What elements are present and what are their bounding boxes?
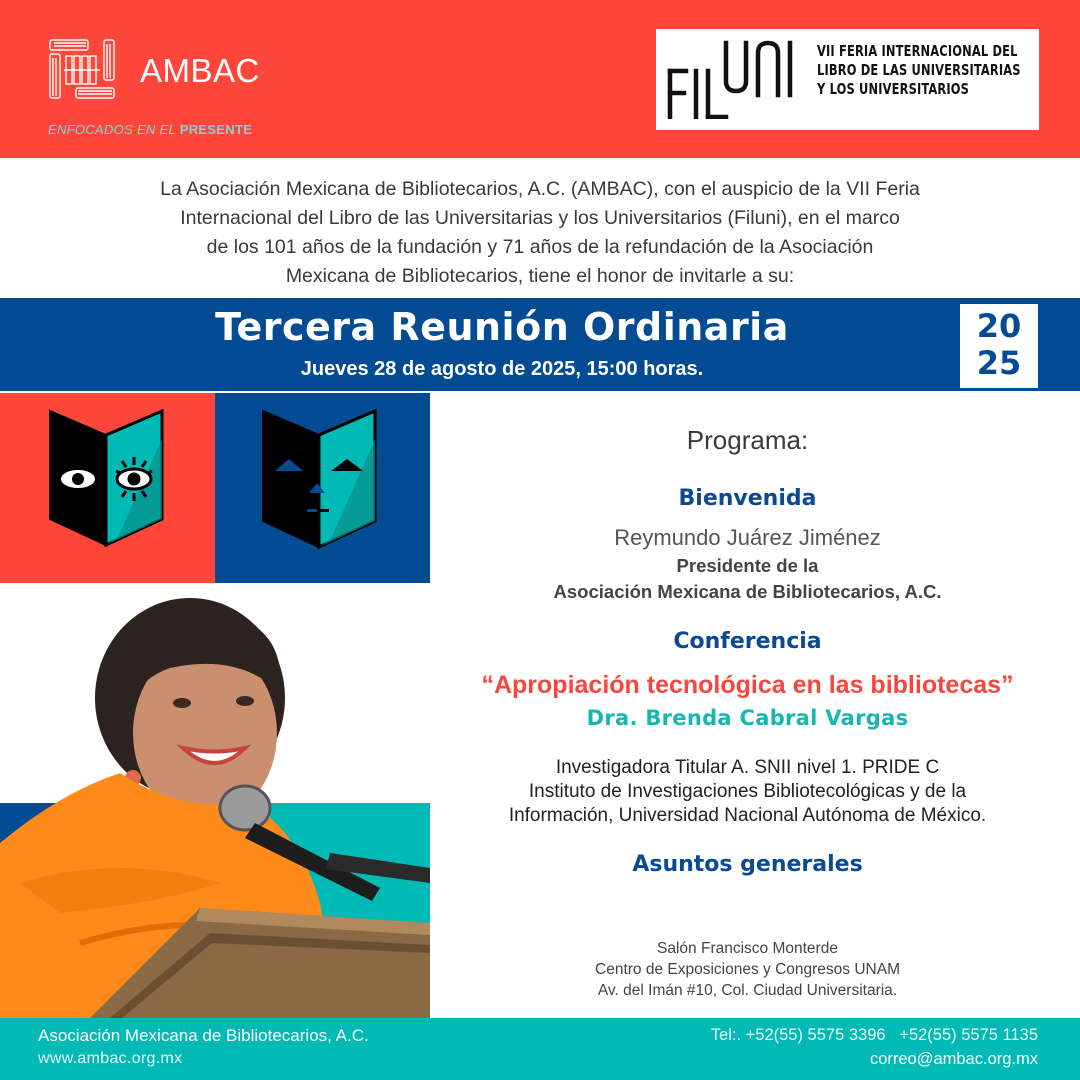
year-bottom: 25 xyxy=(976,344,1022,382)
tagline-light: ENFOCADOS EN EL xyxy=(48,122,176,137)
header-banner xyxy=(0,0,1080,158)
ambac-logo-icon xyxy=(46,38,118,102)
venue-line: Centro de Exposiciones y Congresos UNAM xyxy=(595,961,900,978)
filuni-line: Y LOS UNIVERSITARIOS xyxy=(817,80,970,98)
speaker-bio xyxy=(440,756,1055,828)
venue-line: Av. del Imán #10, Col. Ciudad Universitaria. xyxy=(597,982,898,999)
intro-line: La Asociación Mexicana de Bibliotecarios, A.C. (AMBAC), con el auspicio de la VII Feria xyxy=(160,178,920,200)
illustration-red-panel xyxy=(0,393,215,583)
year-badge xyxy=(960,304,1038,388)
venue-address xyxy=(440,938,1055,1001)
footer xyxy=(0,1018,1080,1080)
filuni-title xyxy=(817,42,1021,99)
book-face-triangles-icon xyxy=(261,409,379,549)
intro-line: Mexicana de Bibliotecarios, tiene el honor de invitarle a su: xyxy=(285,265,795,287)
intro-line: Internacional del Libro de las Universitarias y los Universitarios (Filuni), en el marco xyxy=(180,207,900,229)
filuni-logo-icon xyxy=(666,39,796,119)
welcome-role-line2: Asociación Mexicana de Bibliotecarios, A.C. xyxy=(553,581,942,602)
illustration-blue-panel xyxy=(215,393,430,583)
section-general: Asuntos generales xyxy=(632,852,863,877)
tagline-bold: PRESENTE xyxy=(179,122,253,137)
intro-paragraph xyxy=(40,175,1040,291)
event-title-band xyxy=(0,298,1080,391)
speaker-photo xyxy=(0,583,430,1018)
footer-email-link[interactable]: correo@ambac.org.mx xyxy=(869,1050,1038,1068)
tagline xyxy=(48,122,252,137)
speaker-portrait-icon xyxy=(0,583,430,1018)
event-datetime: Jueves 28 de agosto de 2025, 15:00 horas. xyxy=(300,358,704,380)
section-conference: Conferencia xyxy=(673,629,822,654)
welcome-speaker: Reymundo Juárez Jiménez xyxy=(614,525,881,550)
footer-org: Asociación Mexicana de Bibliotecarios, A.C. xyxy=(38,1026,369,1045)
conference-title: “Apropiación tecnológica en las bibliotecas” xyxy=(481,671,1014,699)
book-face-eyes-icon xyxy=(48,409,166,547)
venue-line: Salón Francisco Monterde xyxy=(657,940,838,957)
footer-phones: Tel:. +52(55) 5575 3396 +52(55) 5575 1135 xyxy=(710,1026,1038,1044)
footer-website-link[interactable]: www.ambac.org.mx xyxy=(38,1050,183,1067)
bio-line: Instituto de Investigaciones Bibliotecológicas y de la xyxy=(528,781,967,802)
section-welcome: Bienvenida xyxy=(678,486,817,511)
intro-line: de los 101 años de la fundación y 71 años de la refundación de la Asociación xyxy=(206,236,874,258)
event-title: Tercera Reunión Ordinaria xyxy=(215,305,789,349)
ambac-wordmark: AMBAC xyxy=(140,52,260,89)
conference-speaker: Dra. Brenda Cabral Vargas xyxy=(586,706,909,730)
filuni-line: VII FERIA INTERNACIONAL DEL xyxy=(817,42,1018,60)
filuni-line: LIBRO DE LAS UNIVERSITARIAS xyxy=(817,61,1021,79)
filuni-logo-box xyxy=(656,29,1039,130)
program-heading: Programa: xyxy=(686,425,809,455)
bio-line: Información, Universidad Nacional Autónoma de México. xyxy=(508,805,987,826)
year-top: 20 xyxy=(976,307,1022,345)
welcome-role-line1: Presidente de la xyxy=(676,555,819,576)
bio-line: Investigadora Titular A. SNII nivel 1. PRIDE C xyxy=(555,757,940,778)
